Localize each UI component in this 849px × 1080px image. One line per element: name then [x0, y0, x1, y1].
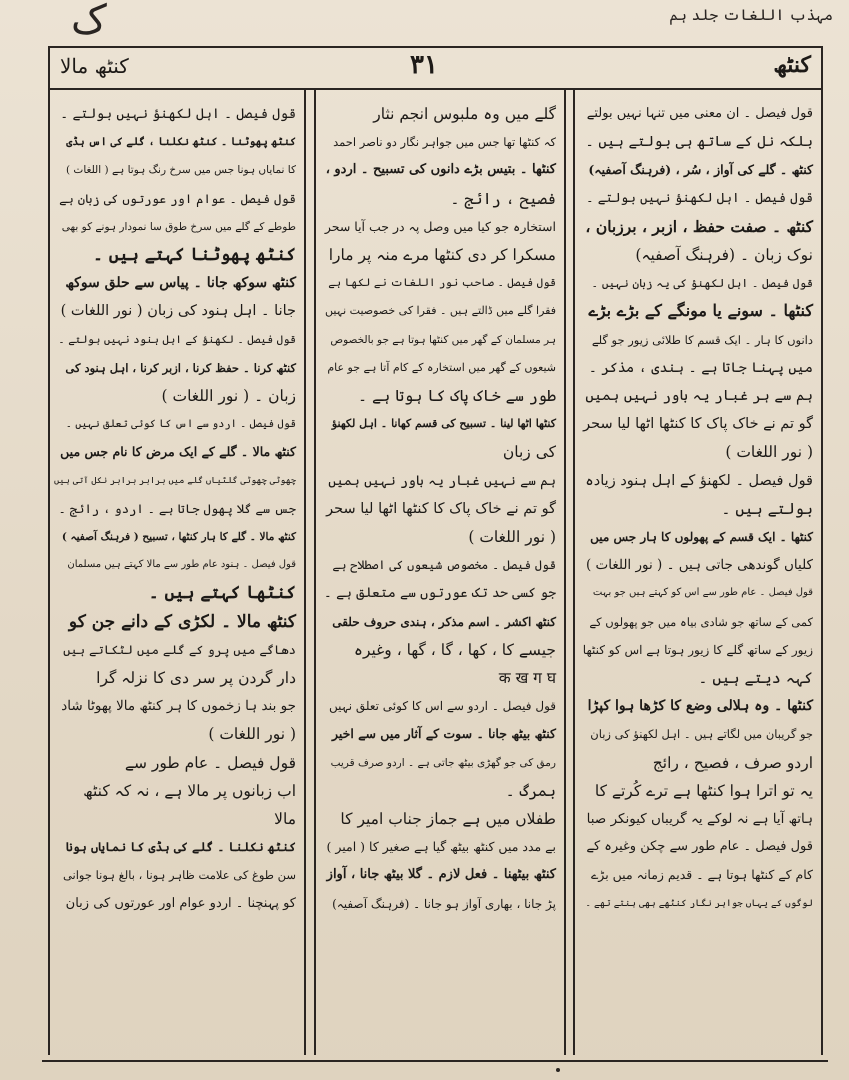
text-line: فصیح ، رائج ۔ — [450, 189, 556, 208]
text-line: طفلاں میں ہے جماز جناب امیر کا — [340, 810, 556, 829]
page-number: ۳۱ — [410, 50, 438, 80]
text-line: کا نمایاں ہونا جس میں سرخ رنگ ہوتا ہے ( اللغات ) — [66, 164, 296, 177]
text-line: کنٹھا ۔ سونے یا مونگے کے بڑے بڑے — [588, 301, 813, 321]
text-line: فقرا گلے میں ڈالتے ہیں ۔ فقرا کی خصوصیت نہیں — [324, 304, 556, 318]
text-line: کنٹھ پھوٹنا ۔ کنٹھ نکلنا ، گلے کی اس ہڈی — [66, 136, 296, 149]
text-line: کہ کنٹھا تھا جس میں جواہر نگار دو ناصر احمد — [333, 135, 556, 150]
text-line: کمی کے ساتھ جو شادی بیاہ میں جو پھولوں کے — [589, 614, 813, 629]
text-line: کنٹھا ۔ ایک قسم کے پھولوں کا ہار جس میں — [590, 530, 813, 545]
text-line: قول فیصل ۔ اہل لکھنؤ نہیں بولتے ۔ — [60, 106, 296, 122]
text-line: جیسے کا ، کھا ، گا ، گھا ، وغیرہ — [353, 640, 556, 659]
text-line: میں پہنا جاتا ہے ۔ ہندی ، مذکر ۔ — [588, 359, 813, 376]
text-line: ( نور اللغات ) — [468, 528, 556, 547]
text-line: گو تم نے خاک پاک کا کنٹھا اٹھا لیا سحر — [583, 416, 813, 433]
text-line: کلیاں گوندھی جاتی ہیں ۔ ( نور اللغات ) — [585, 557, 813, 574]
text-line: قول فیصل ۔ لکھنؤ کے اہل ہنود زیادہ — [585, 472, 813, 489]
text-line: قول فیصل ۔ ان معنی میں تنہا نہیں بولتے — [586, 106, 813, 121]
text-line: کہہ دیتے ہیں ۔ — [698, 669, 813, 688]
text-line: جو بند ہا زخموں کا ہر کنٹھ مالا پھوٹا شاد — [61, 698, 296, 715]
top-letter: ک — [71, 0, 107, 43]
text-line: کنٹھ بیٹھ جانا ۔ سوت کے آثار میں سے اخیر — [331, 726, 556, 742]
text-line: کی زبان — [502, 443, 556, 462]
bottom-rule — [42, 1060, 828, 1062]
text-line: قول فیصل ۔ اردو سے اس کا کوئی تعلق نہیں — [328, 699, 556, 714]
column-left — [48, 90, 306, 1055]
text-line: مالا — [274, 810, 296, 829]
text-line: قول فیصل ۔ اردو سے اس کا کوئی تعلق نہیں ۔ — [65, 418, 296, 431]
text-line: ( نور اللغات ) — [208, 725, 296, 744]
text-line: لوگوں کے یہاں جواہر نگار کنٹھے بھی بنتے تھے ۔ — [585, 897, 813, 909]
running-head-left: کنٹھ مالا — [60, 54, 129, 78]
text-line: قول فیصل ۔ عوام اور عورتوں کی زبان ہے — [59, 190, 296, 206]
text-line: کنٹھ ۔ صفت حفظ ، ازبر ، برزبان ، — [585, 216, 813, 236]
text-line: کنٹھ مالا ۔ لکڑی کے دانے جن کو — [68, 611, 296, 632]
text-line: क ख ग घ — [498, 669, 556, 688]
text-line: کنٹھ نکلنا ۔ گلے کی ہڈی کا نمایاں ہونا — [65, 840, 296, 855]
text-line: کنٹھ سوکھ جانا ۔ پیاس سے حلق سوکھ — [65, 275, 296, 292]
top-note — [71, 0, 833, 43]
text-line: قول فیصل ۔ عام طور سے چکن وغیرہ کے — [586, 839, 813, 855]
text-line: پڑ جانا ، بھاری آواز ہو جانا ۔ (فرہنگ آصفیہ) — [332, 896, 556, 911]
text-line: اردو صرف ، فصیح ، رائج — [652, 753, 813, 772]
text-line: کنٹھ بیٹھنا ۔ فعل لازم ۔ گلا بیٹھ جانا ، آواز — [326, 867, 556, 883]
text-line: جس سے گلا پھول جاتا ہے ۔ اردو ، رائج ۔ — [58, 500, 296, 516]
text-line: قول فیصل ۔ ہنود عام طور سے مالا کہتے ہیں مسلمان — [67, 559, 296, 571]
text-line: دھاگے میں پرو کے گلے میں لٹکاتے ہیں — [63, 641, 296, 657]
text-line: بلکہ نل کے ساتھ ہی بولتے ہیں ۔ — [585, 134, 813, 151]
text-line: قول فیصل ۔ مخصوص شیعوں کی اصطلاح ہے — [332, 558, 556, 573]
text-line: گلے میں وہ ملبوس انجم نثار — [373, 105, 556, 123]
text-line: طور سے خاک پاک کا ہوتا ہے ۔ — [358, 387, 556, 406]
text-line: ہم سے نہیں غبار یہ باور نہیں ہمیں — [328, 472, 556, 489]
text-line: کنٹھ مالا ۔ گلے کا ہار کنٹھا ، تسبیح ( فرہنگ آصفیہ ) — [61, 531, 296, 544]
text-line: جو گریبان میں لگاتے ہیں ۔ اہل لکھنؤ کی زبان — [590, 727, 813, 742]
text-line: دار گردن پر سر دی کا نزلہ گرا — [96, 669, 296, 688]
running-head-right: کنٹھ — [773, 52, 811, 78]
text-line: جو کسی حد تک عورتوں سے متعلق ہے ۔ — [323, 585, 556, 602]
column-middle — [314, 90, 566, 1055]
text-line: کنٹھا اٹھا لینا ۔ تسبیح کی قسم کھانا ۔ اہل لکھنؤ — [331, 417, 556, 431]
text-line: کام کے کنٹھا ہوتا ہے ۔ قدیم زمانہ میں بڑے — [590, 867, 813, 883]
text-line: جانا ۔ اہل ہنود کی زبان ( نور اللغات ) — [60, 303, 296, 320]
text-line: گو تم نے خاک پاک کا کنٹھا اٹھا لیا سحر — [326, 500, 556, 517]
text-line: سن طوغ کی علامت ظاہر ہونا ، بالغ ہونا جوانی — [62, 868, 296, 883]
text-line: کنٹھا ۔ بتیس بڑے دانوں کی تسبیح ۔ اردو ، — [325, 162, 556, 178]
top-note-text: مہذب اللغات جلد ہم — [669, 6, 833, 24]
text-line: یہ تو اترا ہوا کنٹھا ہے ترے کُرتے کا — [594, 781, 813, 800]
text-line: کنٹھ ۔ گلے کی آواز ، سُر ، (فرہنگ آصفیہ) — [588, 162, 813, 178]
text-line: نوک زبان ۔ (فرہنگ آصفیہ) — [635, 246, 813, 265]
text-line: زیور کے ساتھ گلے کا زیور ہوتا ہے اس کو کنٹھا — [582, 642, 813, 657]
text-line: ہم سے ہر غبار یہ باور نہیں ہمیں — [585, 388, 813, 405]
text-line: بولتے ہیں ۔ — [721, 499, 813, 518]
bottom-dot — [556, 1068, 560, 1072]
text-line: کنٹھا کہتے ہیں ۔ — [148, 583, 296, 604]
columns-frame — [48, 90, 823, 1060]
text-line: ( نور اللغات ) — [725, 443, 813, 462]
text-line: قول فیصل ۔ عام طور سے اس کو کہتے ہیں جو بہت — [592, 587, 813, 599]
text-line: اب زبانوں پر مالا ہے ، نہ کہ کنٹھ — [83, 781, 296, 800]
text-line: بے مدد میں کنٹھ بیٹھ گیا ہے صغیر کا ( امیر ) — [326, 839, 556, 855]
text-line: کنٹھ کرنا ۔ حفظ کرنا ، ازبر کرنا ، اہل ہنود کی — [65, 360, 296, 375]
text-line: زبان ۔ ( نور اللغات ) — [161, 387, 296, 406]
column-right — [573, 90, 823, 1055]
text-line: قول فیصل ۔ لکھنؤ کے اہل ہنود نہیں بولتے ۔ — [58, 332, 296, 346]
text-line: چھوٹی چھوٹی گلٹیاں گلے میں برابر برابر نکل آتی ہیں — [54, 475, 296, 486]
text-line: کنٹھا ۔ وہ ہلالی وضع کا کڑھا ہوا کپڑا — [587, 698, 813, 715]
text-line: استخارہ جو کیا میں وصل پہ در جب آیا سحر — [324, 218, 556, 234]
text-line: رمق کی جو گھڑی بیٹھ جاتی ہے ۔ اردو صرف قریب — [330, 756, 556, 769]
text-line: ہاتھ آیا ہے نہ لوکے یہ گریباں کیونکر صبا — [586, 811, 813, 828]
text-line: قول فیصل ۔ اہل لکھنؤ نہیں بولتے ۔ — [586, 190, 813, 206]
text-line: کو پہنچنا ۔ اردو عوام اور عورتوں کی زبان — [65, 895, 296, 911]
text-line: کنٹھ اکشر ۔ اسم مذکر ، ہندی حروف حلقی — [332, 614, 556, 629]
text-line: بمرگ ۔ — [505, 781, 556, 800]
text-line: ہر مسلمان کے گھر میں کنٹھا ہوتا ہے جو بالخصوص — [330, 333, 556, 346]
text-line: قول فیصل ۔ صاحب نور اللغات نے لکھا ہے — [328, 276, 556, 290]
text-line: کنٹھ مالا ۔ گلے کے ایک مرض کا نام جس میں — [60, 444, 296, 460]
text-line: مسکرا کر دی کنٹھا مرے منہ پر مارا — [328, 246, 556, 265]
text-line: دانوں کا ہار ۔ ایک قسم کا طلائی زیور جو گلے — [591, 332, 813, 347]
running-header — [48, 46, 823, 90]
text-line: قول فیصل ۔ اہل لکھنؤ کی یہ زبان نہیں ۔ — [591, 276, 813, 291]
text-line: قول فیصل ۔ عام طور سے — [124, 753, 296, 772]
text-line: کنٹھ پھوٹنا کہتے ہیں ۔ — [93, 245, 296, 266]
text-line: شیعوں کے گھر میں استخارہ کے کام آتا ہے جو عام — [327, 360, 556, 374]
text-line: طوطے کے گلے میں سرخ طوق سا نمودار ہونے کو بھی — [61, 220, 296, 233]
